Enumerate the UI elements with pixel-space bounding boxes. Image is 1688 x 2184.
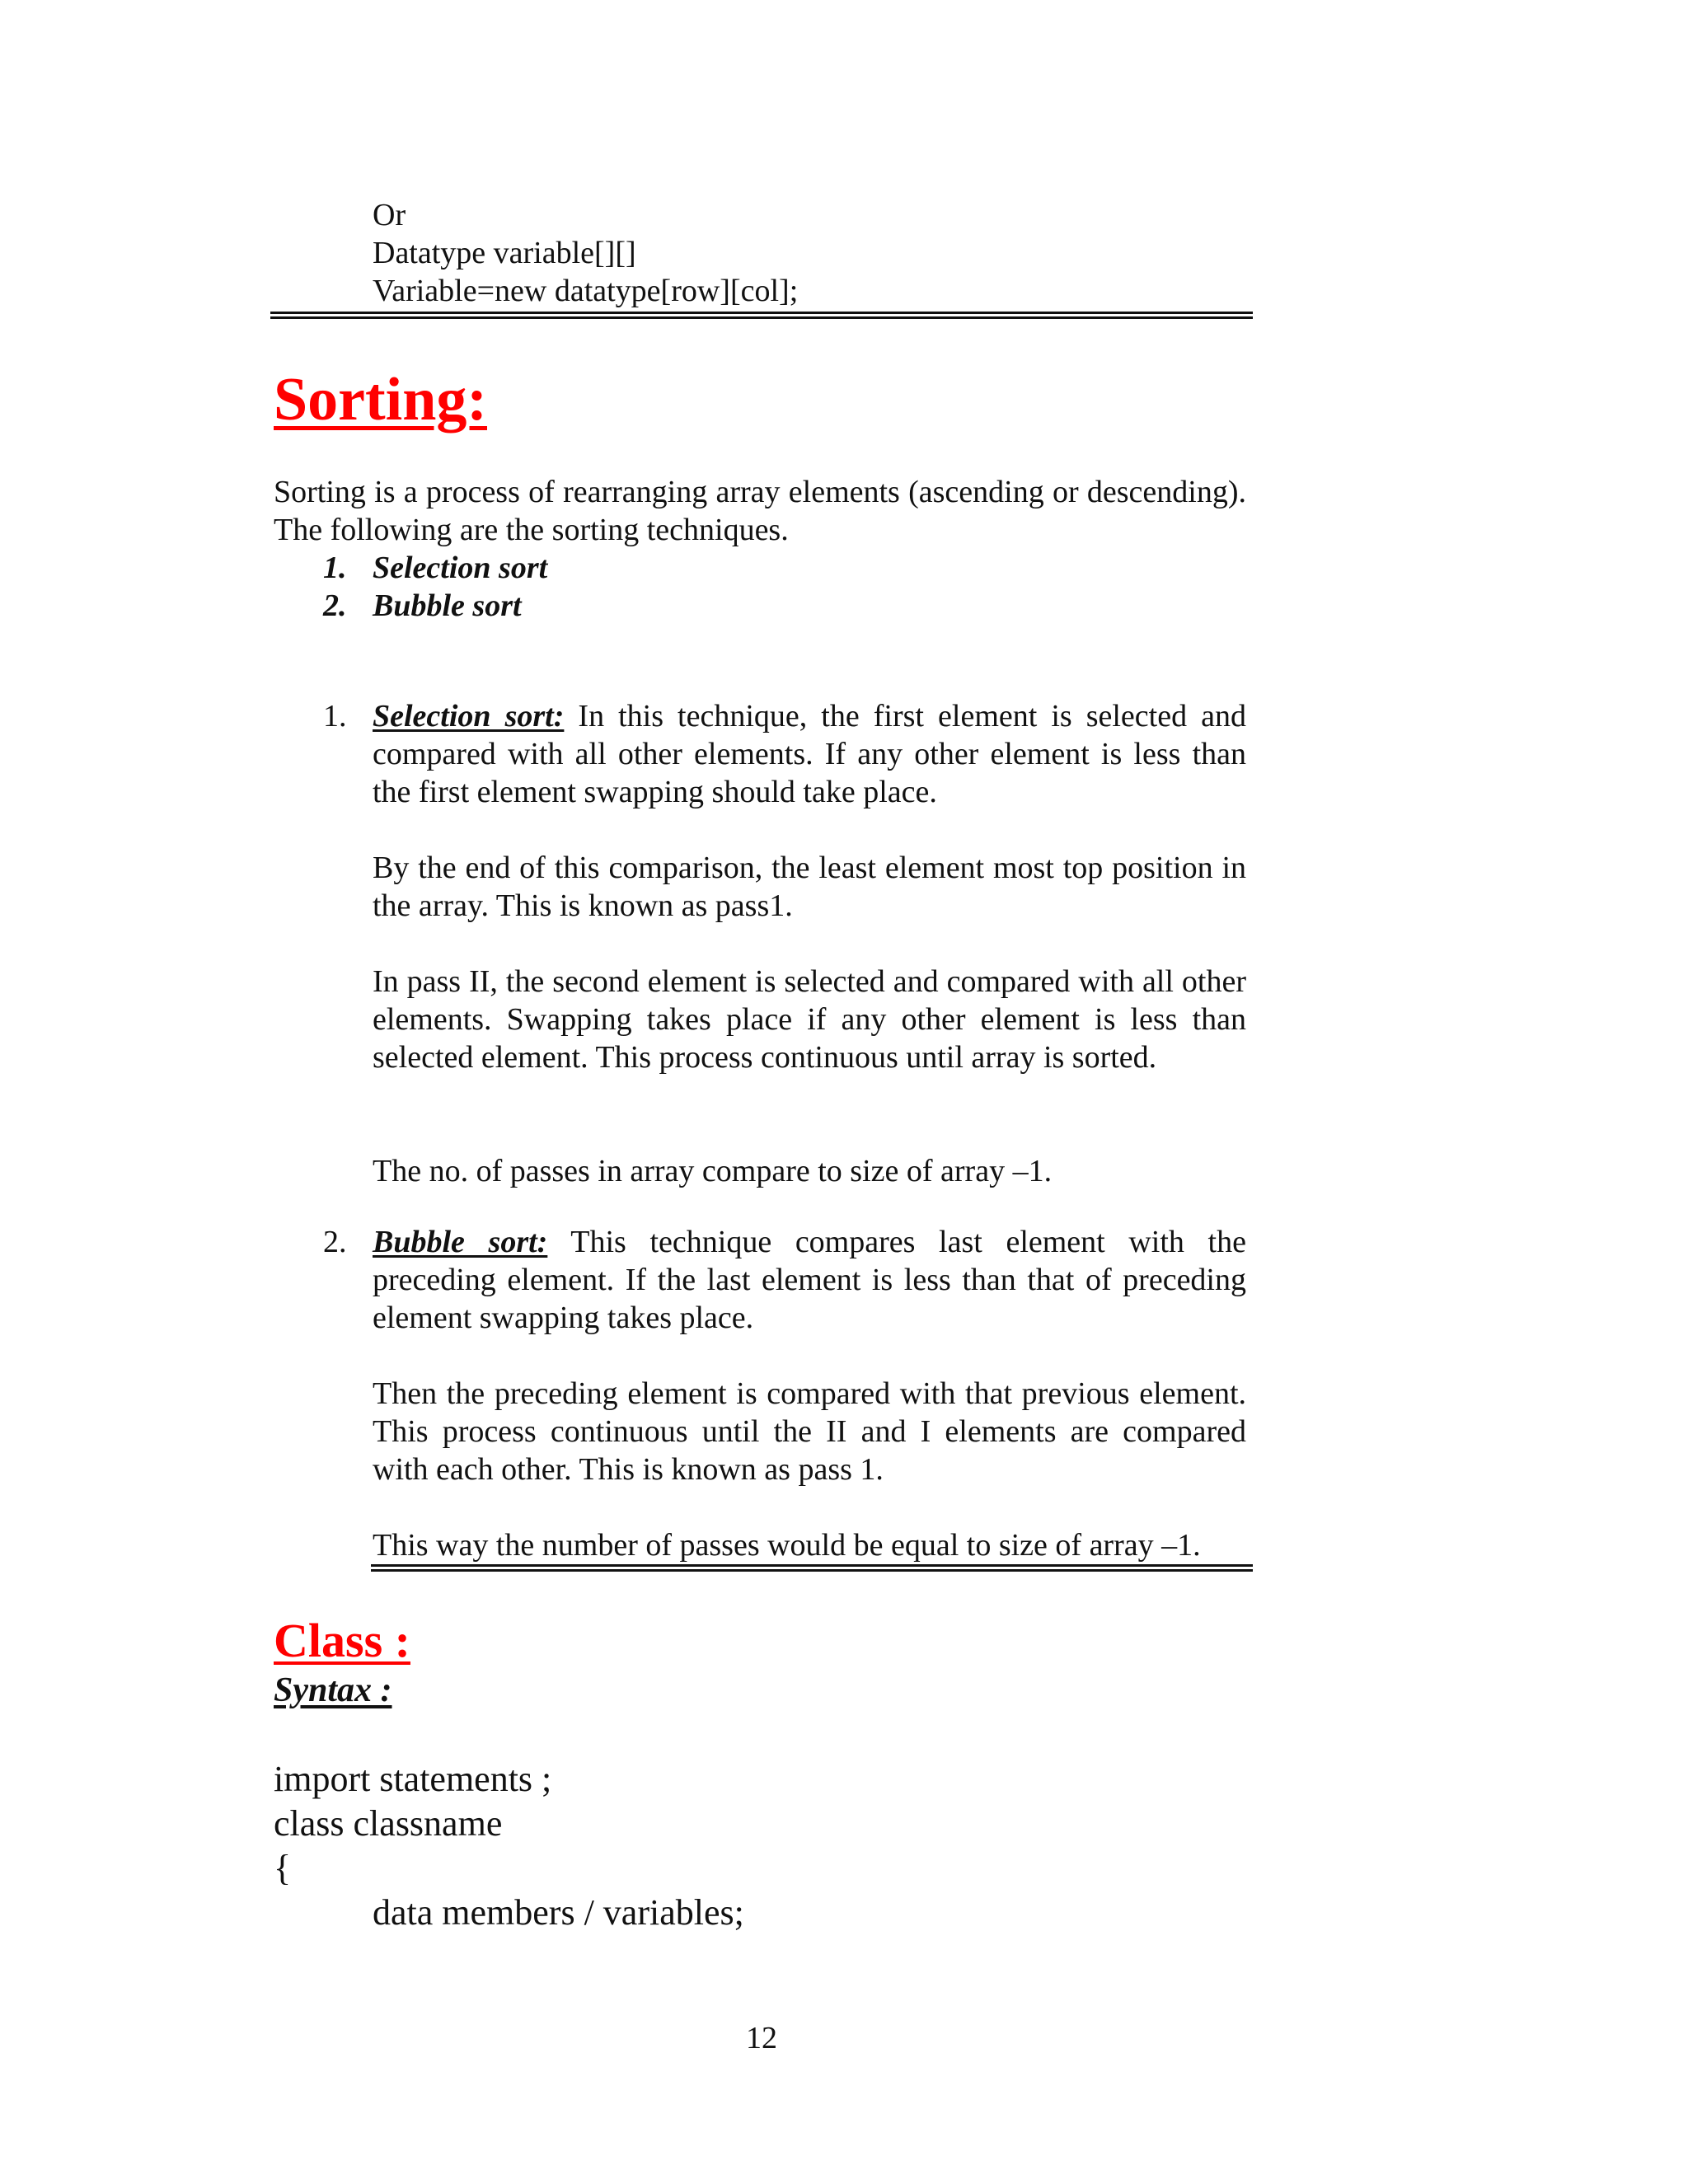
code-line: import statements ; xyxy=(274,1759,552,1799)
bubble-sort-paragraph-2: Then the preceding element is compared with that previous element. This process continuous until the II and I elements are compared with each other. This is known as pass 1. xyxy=(373,1376,1246,1487)
selection-sort-term: Selection sort: xyxy=(373,699,565,733)
selection-sort-paragraph-4: The no. of passes in array compare to size of array –1. xyxy=(373,1154,1053,1188)
selection-sort-paragraph-3: In pass II, the second element is selected and compared with all other elements. Swapping takes place if any other element is less than selected element. This process continuous until array is sorted. xyxy=(373,964,1246,1075)
snippet-line: Or xyxy=(373,198,406,232)
section-divider xyxy=(270,312,1253,319)
sorting-heading: Sorting: xyxy=(274,366,487,434)
syntax-subheading: Syntax : xyxy=(274,1671,392,1709)
bubble-sort-paragraph xyxy=(373,1223,1246,1337)
code-line: class classname xyxy=(274,1803,503,1844)
technique-label: Bubble sort xyxy=(373,588,522,623)
snippet-line: Variable=new datatype[row][col]; xyxy=(373,274,799,308)
page-number: 12 xyxy=(746,2021,777,2055)
class-heading: Class : xyxy=(274,1614,410,1667)
technique-number: 1. xyxy=(323,551,347,585)
bubble-sort-number: 2. xyxy=(323,1225,347,1259)
code-line: { xyxy=(274,1848,292,1888)
bubble-sort-text: This technique compares last element with the preceding element. If the last element is less than that of preceding element swapping takes place. xyxy=(373,1225,1246,1335)
array-syntax-snippet xyxy=(373,196,798,310)
class-syntax-code xyxy=(274,1757,744,1935)
bubble-sort-term: Bubble sort: xyxy=(373,1225,548,1259)
selection-sort-text: In this technique, the first element is selected and compared with all other elements. If any other element is less than the first element swapping should take place. xyxy=(373,699,1246,809)
bubble-sort-paragraph-3: This way the number of passes would be equal to size of array –1. xyxy=(373,1528,1201,1563)
selection-sort-paragraph xyxy=(373,697,1246,811)
selection-sort-paragraph-2: By the end of this comparison, the least element most top position in the array. This is known as pass1. xyxy=(373,851,1246,923)
section-divider xyxy=(371,1564,1253,1572)
sorting-intro: Sorting is a process of rearranging array elements (ascending or descending). The following are the sorting techniques. xyxy=(274,475,1246,547)
code-line: data members / variables; xyxy=(373,1892,744,1933)
selection-sort-number: 1. xyxy=(323,699,347,733)
technique-label: Selection sort xyxy=(373,551,548,585)
technique-number: 2. xyxy=(323,588,347,623)
snippet-line: Datatype variable[][] xyxy=(373,236,636,270)
